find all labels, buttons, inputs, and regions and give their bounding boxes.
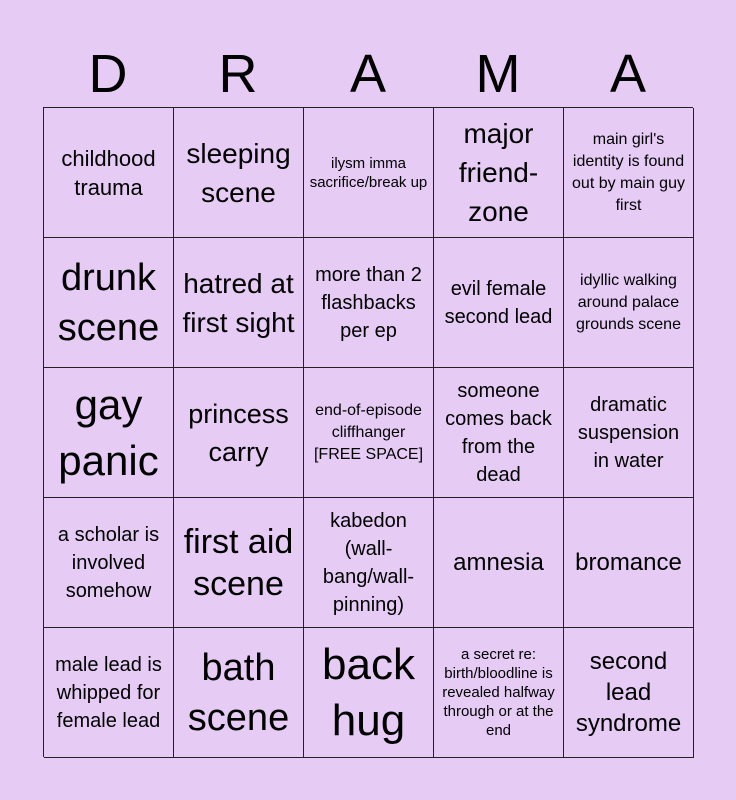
cell-text: hatred at first sight xyxy=(182,267,295,338)
bingo-cell[interactable] xyxy=(564,628,694,758)
free-space-cell[interactable] xyxy=(304,368,434,498)
bingo-cell[interactable] xyxy=(564,238,694,368)
cell-text: princess carry xyxy=(188,398,289,467)
bingo-board xyxy=(43,107,693,757)
cell-text: a secret re: birth/bloodline is revealed halfway through or at the end xyxy=(442,646,555,739)
header-letter-a-2: A xyxy=(609,44,647,104)
bingo-cell[interactable] xyxy=(564,498,694,628)
header-letter-d: D xyxy=(88,44,128,104)
bingo-cell[interactable] xyxy=(434,498,564,628)
cell-text: second lead syndrome xyxy=(575,648,682,737)
header-letter-r: R xyxy=(218,44,258,104)
bingo-cell[interactable] xyxy=(304,238,434,368)
bingo-cell[interactable] xyxy=(304,108,434,238)
bingo-cell[interactable] xyxy=(434,628,564,758)
bingo-cell[interactable] xyxy=(304,628,434,758)
bingo-cell[interactable] xyxy=(174,628,304,758)
bingo-cell[interactable] xyxy=(564,368,694,498)
bingo-cell[interactable] xyxy=(434,108,564,238)
cell-text: bromance xyxy=(575,549,682,576)
cell-text: gay panic xyxy=(58,380,159,484)
cell-text: more than 2 flashbacks per ep xyxy=(315,263,422,342)
cell-text: evil female second lead xyxy=(444,277,553,328)
cell-text: drunk scene xyxy=(57,256,160,349)
bingo-cell[interactable] xyxy=(174,368,304,498)
cell-text: childhood trauma xyxy=(61,145,156,200)
bingo-cell[interactable] xyxy=(44,238,174,368)
cell-text: a scholar is involved somehow xyxy=(57,523,160,602)
bingo-cell[interactable] xyxy=(564,108,694,238)
cell-text: bath scene xyxy=(187,646,290,739)
bingo-cell[interactable] xyxy=(174,108,304,238)
bingo-cell[interactable] xyxy=(44,628,174,758)
cell-text: someone comes back from the dead xyxy=(445,379,552,486)
cell-text: first aid scene xyxy=(183,522,294,603)
cell-text: main girl's identity is found out by main guy first xyxy=(572,130,685,214)
bingo-header xyxy=(43,42,693,106)
bingo-cell[interactable] xyxy=(44,368,174,498)
bingo-cell[interactable] xyxy=(174,498,304,628)
bingo-cell[interactable] xyxy=(174,238,304,368)
cell-text: sleeping scene xyxy=(186,137,291,208)
bingo-cell[interactable] xyxy=(434,368,564,498)
header-letter-m: M xyxy=(475,44,521,104)
bingo-cell[interactable] xyxy=(44,498,174,628)
cell-text: kabedon (wall-bang/wall-pinning) xyxy=(322,509,415,616)
bingo-cell[interactable] xyxy=(44,108,174,238)
cell-text: back hug xyxy=(322,639,415,745)
header-letter-a: A xyxy=(349,44,387,104)
bingo-cell[interactable] xyxy=(304,498,434,628)
bingo-cell[interactable] xyxy=(434,238,564,368)
cell-text: idyllic walking around palace grounds scene xyxy=(576,271,681,333)
cell-text: male lead is whipped for female lead xyxy=(55,653,162,732)
cell-text: ilysm imma sacrifice/break up xyxy=(309,154,428,191)
cell-text: amnesia xyxy=(453,549,544,576)
cell-text: dramatic suspension in water xyxy=(577,393,680,472)
cell-text: major friend-zone xyxy=(458,118,539,227)
cell-text: end-of-episode cliffhanger [FREE SPACE] xyxy=(313,401,424,463)
